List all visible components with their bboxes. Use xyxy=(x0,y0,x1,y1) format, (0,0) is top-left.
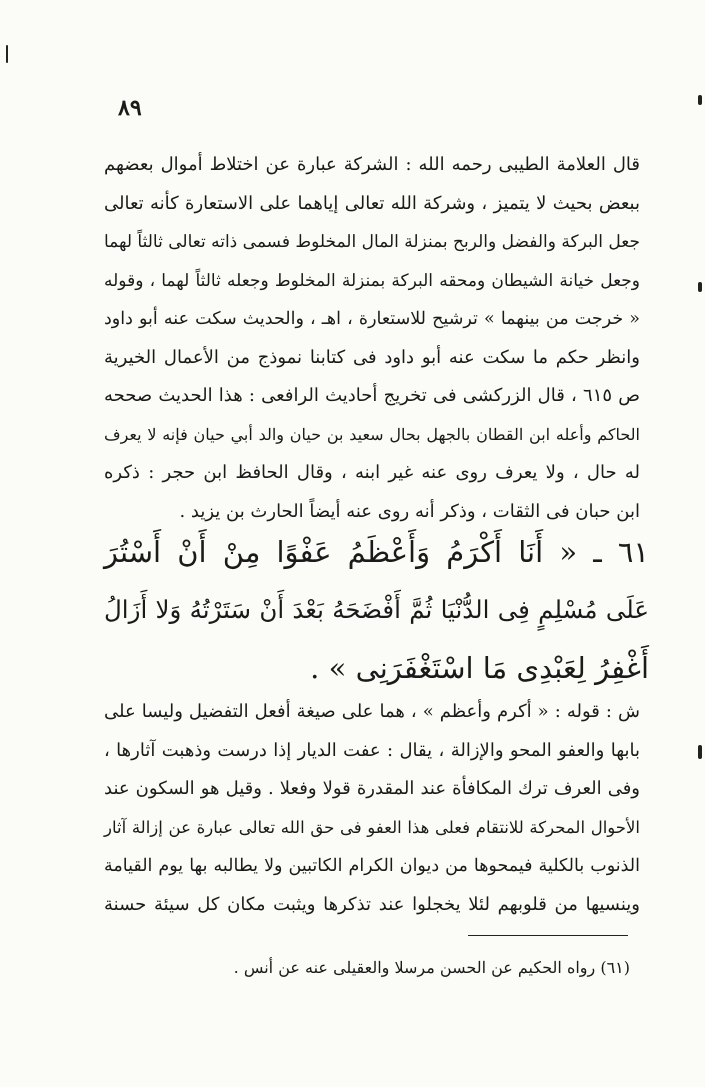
text-line: الحاكم وأعله ابن القطان بالجهل بحال سعيد بن حيان والد أبي حيان فإنه لا يعرف xyxy=(104,424,640,444)
text-line: الذنوب بالكلية فيمحوها من ديوان الكرام الكاتبين ولا يطالبه بها يوم القيامة xyxy=(104,856,640,876)
text-line: وفى العرف ترك المكافأة عند المقدرة قولا وفعلا . وقيل هو السكون عند xyxy=(104,778,640,799)
commentary-paragraph-2 xyxy=(104,693,640,924)
page-edge-mark xyxy=(698,745,702,759)
commentary-paragraph-1 xyxy=(104,146,640,531)
text-line: قال العلامة الطيبى رحمه الله : الشركة عبارة عن اختلاط أموال بعضهم xyxy=(104,154,640,175)
page-edge-mark xyxy=(6,45,8,63)
text-line: بابها والعفو المحو والإزالة ، يقال : عفت الديار إذا درست وذهبت آثارها ، xyxy=(104,739,640,761)
page-number: ٨٩ xyxy=(118,95,142,121)
text-line: ش : قوله : « أكرم وأعظم » ، هما على صيغة أفعل التفضيل وليسا على xyxy=(104,701,640,722)
text-line: ص ٦١٥ ، قال الزركشى فى تخريج أحاديث الرافعى : هذا الحديث صححه xyxy=(104,385,640,406)
text-line: جعل البركة والفضل والربح بمنزلة المال المخلوط فسمى ذاته تعالى ثالثاً لهما xyxy=(104,232,640,252)
hadith-line: أَغْفِرُ لِعَبْدِى مَا اسْتَغْفَرَنِى » . xyxy=(310,651,649,685)
text-line: « خرجت من بينهما » ترشيح للاستعارة ، اهـ ، والحديث سكت عنه أبو داود xyxy=(104,309,640,329)
text-line: ببعض بحيث لا يتميز ، وشركة الله تعالى إياهما على الاستعارة كأنه تعالى xyxy=(104,192,640,214)
text-line: وينسيها من قلوبهم لئلا يخجلوا عند تذكرها ويثبت مكان كل سيئة حسنة xyxy=(104,893,640,915)
page-edge-mark xyxy=(698,282,702,292)
text-line: وجعل خيانة الشيطان ومحقه البركة بمنزلة المخلوط وجعله ثالثاً لهما ، وقوله xyxy=(104,270,640,291)
text-line: له حال ، ولا يعرف روى عنه غير ابنه ، وقال الحافظ ابن حجر : ذكره xyxy=(104,462,640,483)
page-edge-mark xyxy=(698,95,702,105)
text-line: الأحوال المحركة للانتقام فعلى هذا العفو فى حق الله تعالى عبارة عن إزالة آثار xyxy=(104,817,640,837)
footnote: (٦١) رواه الحكيم عن الحسن مرسلا والعقيلى عنه عن أنس . xyxy=(233,958,630,977)
hadith-line: عَلَى مُسْلِمٍ فِى الدُّنْيَا ثُمَّ أَفْضَحَهُ بَعْدَ أَنْ سَتَرْتُهُ وَلا أَزَالُ xyxy=(104,595,649,624)
hadith-line: ٦١ ـ « أَنَا أَكْرَمُ وَأَعْظَمُ عَفْوًا مِنْ أَنْ أَسْتُرَ xyxy=(104,535,649,569)
hadith-text xyxy=(104,523,649,697)
text-line: ابن حبان فى الثقات ، وذكر أنه روى عنه أيضاً الحارث بن يزيد . xyxy=(179,500,640,522)
footnote-rule xyxy=(468,935,628,936)
text-line: وانظر حكم ما سكت عنه أبو داود فى كتابنا نموذج من الأعمال الخيرية xyxy=(104,346,640,368)
